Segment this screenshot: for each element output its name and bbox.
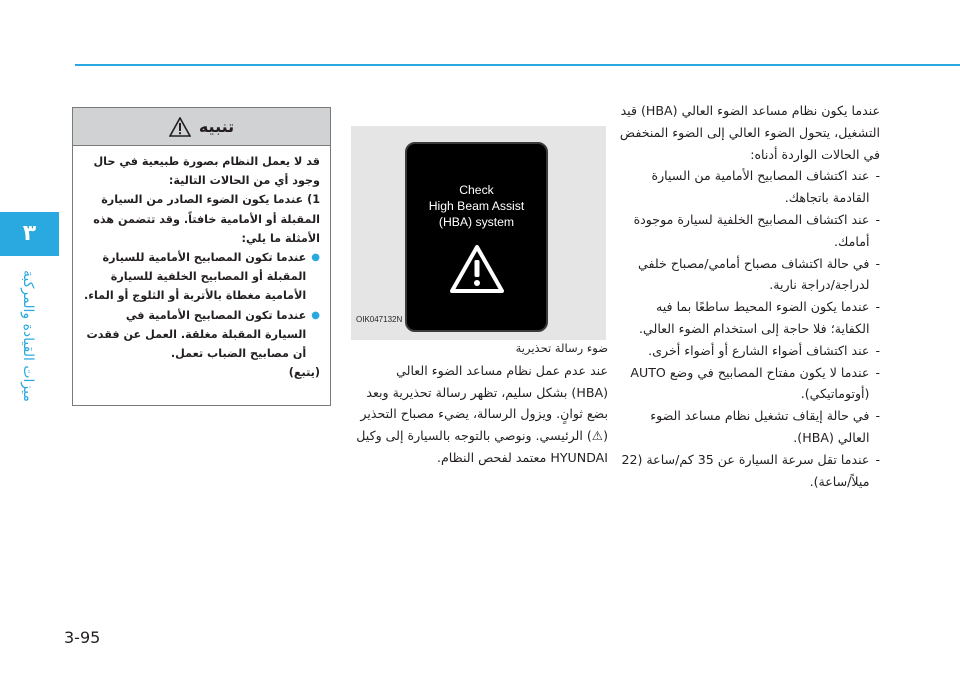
warning-triangle-icon [449,244,505,294]
condition-text: عندما يكون الضوء المحيط ساطعًا بما فيه الكفاية؛ فلا حاجة إلى استخدام الضوء العالي. [638,299,870,336]
caution-body [73,146,330,382]
condition-text: عند اكتشاف المصابيح الأمامية من السيارة القادمة باتجاهك. [651,168,870,206]
dash-marker: - [875,342,880,358]
caution-intro: قد لا يعمل النظام بصورة طبيعية في حال وجود أي من الحالات التالية: [93,155,320,188]
bullet-dot-icon: ● [311,309,320,321]
caution-item-1: 1) عندما يكون الضوء الصادر من السيارة المقبلة أو الأمامية خافتاً. وقد تتضمن هذه الأمثلة ما يلي: [93,193,320,245]
figure-code: OIK047132N [356,315,403,324]
caution-bullet-text: عندما تكون المصابيح الأمامية للسيارة المقبلة أو المصابيح الخلفية للسيارة الأمامية مغطاة بالأتربة أو الثلوج أو الماء. [83,251,307,303]
caution-title: تنبيه [198,117,235,136]
caution-bullet [81,306,320,364]
caution-header [73,108,330,146]
dash-marker: - [875,168,880,184]
caution-box [72,107,331,406]
condition-item [618,253,880,297]
condition-item [618,405,880,449]
condition-item [618,165,880,209]
top-rule [75,64,960,66]
chapter-tab: ٣ [0,212,59,256]
dash-marker: - [875,211,880,227]
dash-marker: - [875,451,880,467]
warning-triangle-icon [169,117,191,137]
condition-item [618,340,880,362]
dash-marker: - [875,408,880,424]
condition-item [618,449,880,493]
hba-conditions [618,100,880,492]
dash-marker: - [875,299,880,315]
section-subheading: ضوء رسالة تحذيرية [515,341,608,355]
condition-text: عندما تقل سرعة السيارة عن 35 كم/ساعة (22 ميلاً/ساعة). [621,451,870,489]
condition-text: في حالة إيقاف تشغيل نظام مساعد الضوء العالي (HBA). [650,408,870,445]
display-line: Check [459,183,494,197]
condition-item [618,209,880,253]
section-paragraph: عند عدم عمل نظام مساعد الضوء العالي (HBA) بشكل سليم، تظهر رسالة تحذيرية وبعد بضع ثوانٍ. ويزول الرسالة، يضيء مصباح التحذير (⚠) الرئيسي. ونوصي بالتوجه بالسيارة إلى وكيل HYUNDAI معتمد لفحص النظام. [356,362,608,465]
dash-marker: - [875,255,880,271]
display-message [407,182,546,230]
condition-text: عند اكتشاف المصابيح الخلفية لسيارة موجودة أمامك. [633,211,870,249]
conditions-intro: عندما يكون نظام مساعد الضوء العالي (HBA) قيد التشغيل، يتحول الضوء العالي إلى الضوء المنخفض في الحالات الواردة أدناه: [619,103,880,162]
cluster-display [405,142,548,332]
caution-bullet [81,248,320,306]
chapter-label: ميزات القيادة والمركبة [20,270,36,402]
display-line: High Beam Assist [428,199,525,213]
cluster-figure [351,126,606,340]
warning-message-section [356,338,608,469]
page-number: 3-95 [64,628,101,647]
dash-marker: - [875,364,880,380]
display-line: (HBA) system [438,215,515,229]
bullet-dot-icon: ● [311,252,320,264]
caution-continued: (يتبع) [288,366,320,380]
condition-text: عند اكتشاف أضواء الشارع أو أضواء أخرى. [648,342,870,358]
caution-bullet-text: عندما تكون المصابيح الأمامية في السيارة المقبلة مغلقة. العمل عن فقدت أن مصابيح الضباب تعمل. [86,308,307,361]
condition-item [618,362,880,406]
condition-item [618,296,880,340]
condition-text: في حالة اكتشاف مصباح أمامي/مصباح خلفي لدراجة/دراجة نارية. [638,255,870,293]
condition-text: عندما لا يكون مفتاح المصابيح في وضع AUTO (أوتوماتيكي). [630,364,870,402]
